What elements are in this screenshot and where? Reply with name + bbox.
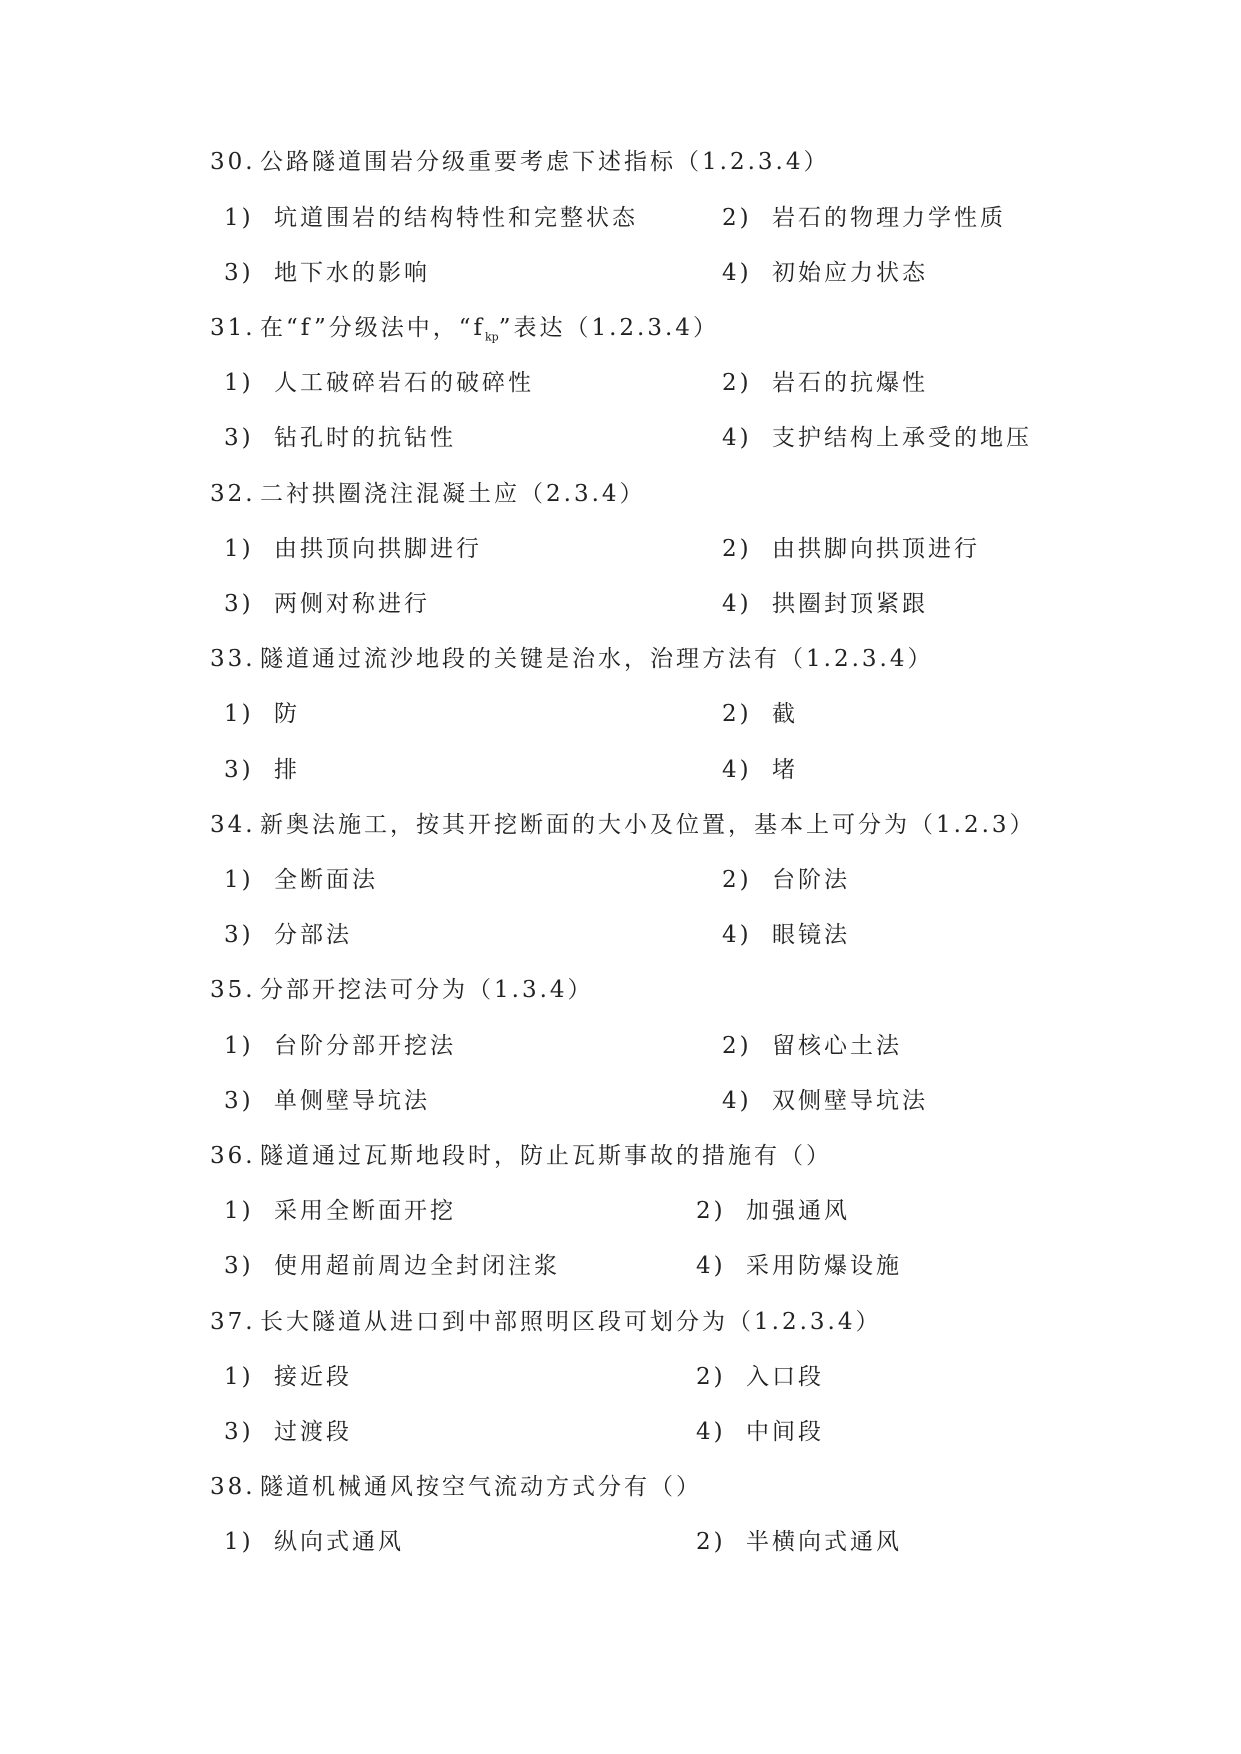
question-35 [210, 970, 594, 1010]
question-number: 37. [210, 1309, 256, 1335]
option-33-3 [224, 750, 300, 790]
option-30-2 [722, 198, 1006, 238]
option-number: 4) [722, 591, 752, 617]
option-33-4 [722, 750, 798, 790]
option-number: 2) [696, 1364, 726, 1390]
option-32-2 [722, 529, 980, 569]
option-text: 岩石的物理力学性质 [772, 205, 1006, 231]
option-38-1 [224, 1522, 404, 1562]
option-text: 眼镜法 [772, 922, 850, 948]
option-text: 岩石的抗爆性 [772, 370, 928, 396]
option-text: 拱圈封顶紧跟 [772, 591, 928, 617]
option-36-4 [696, 1246, 902, 1286]
option-number: 3) [224, 922, 254, 948]
option-number: 2) [722, 370, 752, 396]
option-34-4 [722, 915, 850, 955]
option-number: 2) [696, 1198, 726, 1224]
option-number: 1) [224, 205, 254, 231]
question-number: 33. [210, 646, 256, 672]
option-number: 3) [224, 1419, 254, 1445]
option-text: 半横向式通风 [746, 1529, 902, 1555]
option-number: 1) [224, 701, 254, 727]
option-text: 中间段 [746, 1419, 824, 1445]
option-31-4 [722, 418, 1032, 458]
option-text: 截 [772, 701, 798, 727]
option-number: 4) [722, 757, 752, 783]
option-number: 3) [224, 1253, 254, 1279]
option-32-1 [224, 529, 482, 569]
question-number: 36. [210, 1143, 256, 1169]
option-text: 台阶分部开挖法 [274, 1033, 456, 1059]
option-number: 2) [722, 205, 752, 231]
option-text: 双侧壁导坑法 [772, 1088, 928, 1114]
option-number: 2) [722, 701, 752, 727]
option-number: 1) [224, 1198, 254, 1224]
option-text: 采用防爆设施 [746, 1253, 902, 1279]
option-number: 1) [224, 867, 254, 893]
option-number: 2) [722, 867, 752, 893]
option-number: 2) [722, 536, 752, 562]
question-text-after: ”表达（1.2.3.4） [498, 315, 719, 341]
option-32-3 [224, 584, 430, 624]
option-text: 采用全断面开挖 [274, 1198, 456, 1224]
question-32 [210, 474, 646, 514]
question-37 [210, 1302, 881, 1342]
option-33-1 [224, 694, 300, 734]
question-36 [210, 1136, 832, 1176]
question-text: 二衬拱圈浇注混凝土应（2.3.4） [260, 481, 646, 507]
question-number: 38. [210, 1474, 256, 1500]
option-text: 留核心土法 [772, 1033, 902, 1059]
option-36-2 [696, 1191, 850, 1231]
option-37-2 [696, 1357, 824, 1397]
option-37-1 [224, 1357, 352, 1397]
question-33 [210, 639, 933, 679]
option-text: 分部法 [274, 922, 352, 948]
option-text: 初始应力状态 [772, 260, 928, 286]
question-number: 34. [210, 812, 256, 838]
subscript-kp: kp [485, 330, 499, 344]
option-36-3 [224, 1246, 560, 1286]
option-text: 全断面法 [274, 867, 378, 893]
option-number: 1) [224, 370, 254, 396]
question-30 [210, 142, 829, 182]
option-number: 1) [224, 1033, 254, 1059]
question-text-before: 在“f”分级法中，“f [260, 315, 485, 341]
option-number: 4) [696, 1419, 726, 1445]
option-text: 坑道围岩的结构特性和完整状态 [274, 205, 638, 231]
option-number: 3) [224, 260, 254, 286]
option-37-3 [224, 1412, 352, 1452]
option-text: 钻孔时的抗钻性 [274, 425, 456, 451]
option-33-2 [722, 694, 798, 734]
option-30-4 [722, 253, 928, 293]
option-30-3 [224, 253, 430, 293]
question-text: 新奥法施工，按其开挖断面的大小及位置，基本上可分为（1.2.3） [260, 812, 1036, 838]
option-text: 支护结构上承受的地压 [772, 425, 1032, 451]
option-text: 单侧壁导坑法 [274, 1088, 430, 1114]
option-text: 由拱顶向拱脚进行 [274, 536, 482, 562]
option-35-4 [722, 1081, 928, 1121]
question-text: 公路隧道围岩分级重要考虑下述指标（1.2.3.4） [260, 149, 830, 175]
option-35-3 [224, 1081, 430, 1121]
question-number: 32. [210, 481, 256, 507]
option-number: 4) [722, 425, 752, 451]
option-number: 4) [722, 922, 752, 948]
option-text: 地下水的影响 [274, 260, 430, 286]
option-number: 3) [224, 757, 254, 783]
question-34 [210, 805, 1036, 845]
question-38 [210, 1467, 702, 1507]
option-34-3 [224, 915, 352, 955]
option-31-1 [224, 363, 534, 403]
question-text: 隧道机械通风按空气流动方式分有（） [260, 1474, 702, 1500]
option-text: 防 [274, 701, 300, 727]
option-number: 4) [722, 260, 752, 286]
option-number: 1) [224, 536, 254, 562]
option-text: 台阶法 [772, 867, 850, 893]
option-number: 1) [224, 1529, 254, 1555]
option-text: 排 [274, 757, 300, 783]
option-text: 加强通风 [746, 1198, 850, 1224]
option-32-4 [722, 584, 928, 624]
option-number: 2) [722, 1033, 752, 1059]
option-35-1 [224, 1026, 456, 1066]
option-number: 1) [224, 1364, 254, 1390]
option-number: 4) [722, 1088, 752, 1114]
question-number: 30. [210, 149, 256, 175]
option-text: 使用超前周边全封闭注浆 [274, 1253, 560, 1279]
option-35-2 [722, 1026, 902, 1066]
question-text: 隧道通过流沙地段的关键是治水，治理方法有（1.2.3.4） [260, 646, 934, 672]
question-text: 长大隧道从进口到中部照明区段可划分为（1.2.3.4） [260, 1309, 882, 1335]
question-text: 分部开挖法可分为（1.3.4） [260, 977, 594, 1003]
option-number: 2) [696, 1529, 726, 1555]
option-number: 3) [224, 1088, 254, 1114]
option-text: 接近段 [274, 1364, 352, 1390]
question-text: 隧道通过瓦斯地段时，防止瓦斯事故的措施有（） [260, 1143, 832, 1169]
option-31-3 [224, 418, 456, 458]
question-number: 31. [210, 315, 256, 341]
option-number: 4) [696, 1253, 726, 1279]
option-30-1 [224, 198, 638, 238]
option-number: 3) [224, 591, 254, 617]
option-text: 纵向式通风 [274, 1529, 404, 1555]
option-36-1 [224, 1191, 456, 1231]
option-text: 入口段 [746, 1364, 824, 1390]
option-37-4 [696, 1412, 824, 1452]
option-text: 由拱脚向拱顶进行 [772, 536, 980, 562]
option-number: 3) [224, 425, 254, 451]
option-38-2 [696, 1522, 902, 1562]
option-text: 过渡段 [274, 1419, 352, 1445]
option-text: 人工破碎岩石的破碎性 [274, 370, 534, 396]
option-31-2 [722, 363, 928, 403]
option-text: 两侧对称进行 [274, 591, 430, 617]
question-31 [210, 308, 719, 348]
option-34-1 [224, 860, 378, 900]
question-number: 35. [210, 977, 256, 1003]
option-34-2 [722, 860, 850, 900]
option-text: 堵 [772, 757, 798, 783]
